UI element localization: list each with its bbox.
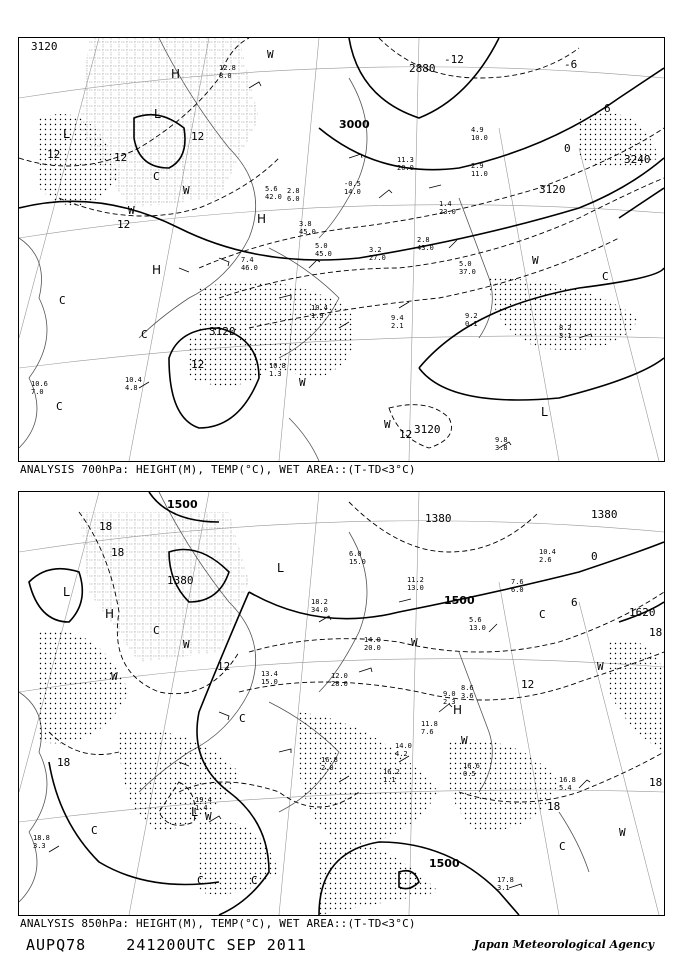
- map-700hpa-canvas: [19, 38, 664, 461]
- cold-mark: C: [56, 400, 63, 413]
- station-temp: 2.8: [287, 187, 300, 195]
- temp-label: 12: [191, 358, 205, 371]
- station-temp: 12.8: [219, 64, 236, 72]
- station-temp: 8.2: [559, 324, 572, 332]
- cold-mark: C: [197, 874, 204, 887]
- temp-label: 12: [399, 428, 413, 441]
- temp-label: 18: [99, 520, 113, 533]
- low-center: L: [277, 561, 284, 575]
- cold-mark: C: [141, 328, 148, 341]
- station-dewpoint-depression: 0.5: [463, 770, 476, 778]
- station-dewpoint-depression: 6.0: [511, 586, 524, 594]
- station-dewpoint-depression: 42.0: [265, 193, 282, 201]
- contour-label: 1500: [444, 594, 475, 607]
- temp-label: -6: [564, 58, 578, 71]
- contour-label: 1500: [167, 498, 198, 511]
- station-temp: 10.4: [311, 304, 328, 312]
- station-dewpoint-depression: 11.0: [471, 170, 488, 178]
- station-temp: 16.8: [559, 776, 576, 784]
- station-dewpoint-depression: 1.3: [269, 370, 282, 378]
- high-center: H: [152, 263, 162, 277]
- temp-label: 6: [571, 596, 578, 609]
- warm-mark: W: [532, 254, 539, 267]
- station-dewpoint-depression: 2.1: [391, 322, 404, 330]
- station-dewpoint-depression: 1.4: [195, 804, 208, 812]
- station-temp: 16.8: [321, 756, 338, 764]
- warm-mark: W: [299, 376, 306, 389]
- station-temp: 2.8: [417, 236, 430, 244]
- temp-label: 18: [57, 756, 71, 769]
- station-temp: 10.4: [539, 548, 556, 556]
- station-dewpoint-depression: 3.3: [33, 842, 46, 850]
- station-dewpoint-depression: 3.8: [495, 444, 508, 452]
- station-temp: 9.0: [443, 690, 456, 698]
- temp-label: -12: [444, 53, 464, 66]
- warm-mark: W: [111, 670, 118, 683]
- warm-mark: W: [597, 660, 604, 673]
- station-temp: 13.4: [261, 670, 278, 678]
- station-dewpoint-depression: 3.1: [497, 884, 510, 892]
- temp-label: 0: [564, 142, 571, 155]
- station-dewpoint-depression: 3.6: [461, 692, 474, 700]
- station-temp: 14.0: [395, 742, 412, 750]
- station-temp: 17.8: [497, 876, 514, 884]
- station-temp: 10.8: [269, 362, 286, 370]
- temp-label: 12: [114, 151, 128, 164]
- station-dewpoint-depression: 2.6: [539, 556, 552, 564]
- contour-label: 1500: [429, 857, 460, 870]
- cold-mark: C: [602, 270, 609, 283]
- station-dewpoint-depression: 23.0: [439, 208, 456, 216]
- low-center: L: [154, 107, 161, 121]
- station-dewpoint-depression: 7.6: [421, 728, 434, 736]
- wet-hatch: [79, 512, 249, 662]
- wet-areas: [39, 631, 664, 915]
- warm-mark: W: [267, 48, 274, 61]
- cold-mark: C: [251, 874, 258, 887]
- station-dewpoint-depression: 1.1: [383, 776, 396, 784]
- contour-label: 2880: [409, 62, 436, 75]
- cold-mark: C: [559, 840, 566, 853]
- station-dewpoint-depression: 5.4: [559, 784, 572, 792]
- station-temp: 9.4: [391, 314, 404, 322]
- panel-caption-850: ANALYSIS 850hPa: HEIGHT(M), TEMP(°C), WET AREA::(T-TD<3°C): [20, 917, 416, 930]
- contour-label: 3120: [414, 423, 441, 436]
- station-temp: 19.4: [195, 796, 212, 804]
- station-temp: 16.2: [383, 768, 400, 776]
- station-temp: -0.5: [344, 180, 361, 188]
- station-dewpoint-depression: 37.0: [459, 268, 476, 276]
- temp-label: 0: [591, 550, 598, 563]
- station-temp: 10.4: [125, 376, 142, 384]
- station-temp: 1.4: [439, 200, 452, 208]
- contour-label: 1380: [425, 512, 452, 525]
- station-dewpoint-depression: 15.0: [261, 678, 278, 686]
- contour-label: 3120: [31, 40, 58, 53]
- station-temp: 5.6: [469, 616, 482, 624]
- station-dewpoint-depression: 13.0: [407, 584, 424, 592]
- station-temp: 9.8: [495, 436, 508, 444]
- station-dewpoint-depression: 43.0: [417, 244, 434, 252]
- temp-label: 12: [521, 678, 535, 691]
- station-temp: 9.2: [465, 312, 478, 320]
- cold-mark: C: [539, 608, 546, 621]
- contour-label: 1620: [629, 606, 656, 619]
- warm-mark: W: [205, 810, 212, 823]
- station-dewpoint-depression: 45.0: [315, 250, 332, 258]
- contour-label: 3120: [209, 325, 236, 338]
- map-850hpa: [18, 491, 665, 916]
- contour-label: 3120: [539, 183, 566, 196]
- warm-mark: W: [411, 636, 418, 649]
- station-dewpoint-depression: 15.0: [349, 558, 366, 566]
- temp-label: 18: [649, 776, 663, 789]
- station-temp: 10.6: [31, 380, 48, 388]
- high-center: H: [257, 212, 267, 226]
- station-dewpoint-depression: 4.8: [125, 384, 138, 392]
- station-temp: 4.9: [471, 126, 484, 134]
- station-temp: 14.0: [364, 636, 381, 644]
- station-temp: 16.6: [463, 762, 480, 770]
- station-dewpoint-depression: 2.3: [443, 698, 456, 706]
- station-temp: 3.8: [299, 220, 312, 228]
- station-temp: 18.8: [33, 834, 50, 842]
- station-dewpoint-depression: 13.0: [469, 624, 486, 632]
- station-dewpoint-depression: 6.0: [287, 195, 300, 203]
- temp-label: 12: [47, 148, 61, 161]
- station-dewpoint-depression: 1.9: [311, 312, 324, 320]
- station-dewpoint-depression: 20.0: [364, 644, 381, 652]
- station-dewpoint-depression: 8.0: [219, 72, 232, 80]
- station-dewpoint-depression: 27.0: [369, 254, 386, 262]
- station-temp: 11.2: [407, 576, 424, 584]
- warm-mark: W: [619, 826, 626, 839]
- station-temp: 5.0: [315, 242, 328, 250]
- map-850hpa-canvas: [19, 492, 664, 915]
- station-temp: 5.0: [459, 260, 472, 268]
- cold-mark: C: [239, 712, 246, 725]
- station-temp: 11.8: [421, 720, 438, 728]
- warm-mark: W: [183, 638, 190, 651]
- station-dewpoint-depression: 7.0: [31, 388, 44, 396]
- station-temp: 18.2: [311, 598, 328, 606]
- station-dewpoint-depression: 0.1: [465, 320, 478, 328]
- chart-code-title: AUPQ78 241200UTC SEP 2011: [26, 936, 307, 954]
- station-temp: 8.6: [461, 684, 474, 692]
- temp-label: 6: [604, 102, 611, 115]
- warm-mark: W: [461, 734, 468, 747]
- low-center: L: [541, 405, 548, 419]
- agency-credit: Japan Meteorological Agency: [473, 938, 654, 951]
- station-dewpoint-depression: 46.0: [241, 264, 258, 272]
- contour-label: 1380: [167, 574, 194, 587]
- cold-mark: C: [91, 824, 98, 837]
- warm-mark: W: [128, 204, 135, 217]
- low-center: L: [63, 127, 70, 141]
- panel-caption-700: ANALYSIS 700hPa: HEIGHT(M), TEMP(°C), WET AREA::(T-TD<3°C): [20, 463, 416, 476]
- temp-label: 18: [547, 800, 561, 813]
- station-dewpoint-depression: 20.0: [397, 164, 414, 172]
- station-temp: 11.3: [397, 156, 414, 164]
- station-temp: 12.0: [331, 672, 348, 680]
- contour-label: 3000: [339, 118, 370, 131]
- contour-label: 3240: [624, 153, 651, 166]
- high-center: H: [105, 607, 115, 621]
- high-center: H: [171, 67, 181, 81]
- temp-label: 12: [217, 660, 231, 673]
- low-center: L: [63, 585, 70, 599]
- high-center: H: [453, 703, 463, 717]
- station-temp: 5.6: [265, 185, 278, 193]
- station-dewpoint-depression: 45.0: [299, 228, 316, 236]
- station-temp: 6.0: [349, 550, 362, 558]
- warm-mark: W: [384, 418, 391, 431]
- station-temp: 3.2: [369, 246, 382, 254]
- station-dewpoint-depression: 28.0: [331, 680, 348, 688]
- cold-mark: C: [153, 170, 160, 183]
- cold-mark: C: [153, 624, 160, 637]
- cold-mark: C: [59, 294, 66, 307]
- station-dewpoint-depression: 3.1: [559, 332, 572, 340]
- station-dewpoint-depression: 2.0: [321, 764, 334, 772]
- station-temp: 2.9: [471, 162, 484, 170]
- temp-label: 12: [191, 130, 205, 143]
- station-temp: 7.4: [241, 256, 254, 264]
- temp-label: 18: [649, 626, 663, 639]
- warm-mark: W: [183, 184, 190, 197]
- station-dewpoint-depression: 4.2: [395, 750, 408, 758]
- station-dewpoint-depression: 10.0: [471, 134, 488, 142]
- contour-label: 1380: [591, 508, 618, 521]
- low-center: L: [191, 805, 198, 819]
- temp-label: 12: [117, 218, 131, 231]
- station-dewpoint-depression: 34.0: [311, 606, 328, 614]
- station-temp: 7.6: [511, 578, 524, 586]
- temp-label: 18: [111, 546, 125, 559]
- station-dewpoint-depression: 14.0: [344, 188, 361, 196]
- map-700hpa: [18, 37, 665, 462]
